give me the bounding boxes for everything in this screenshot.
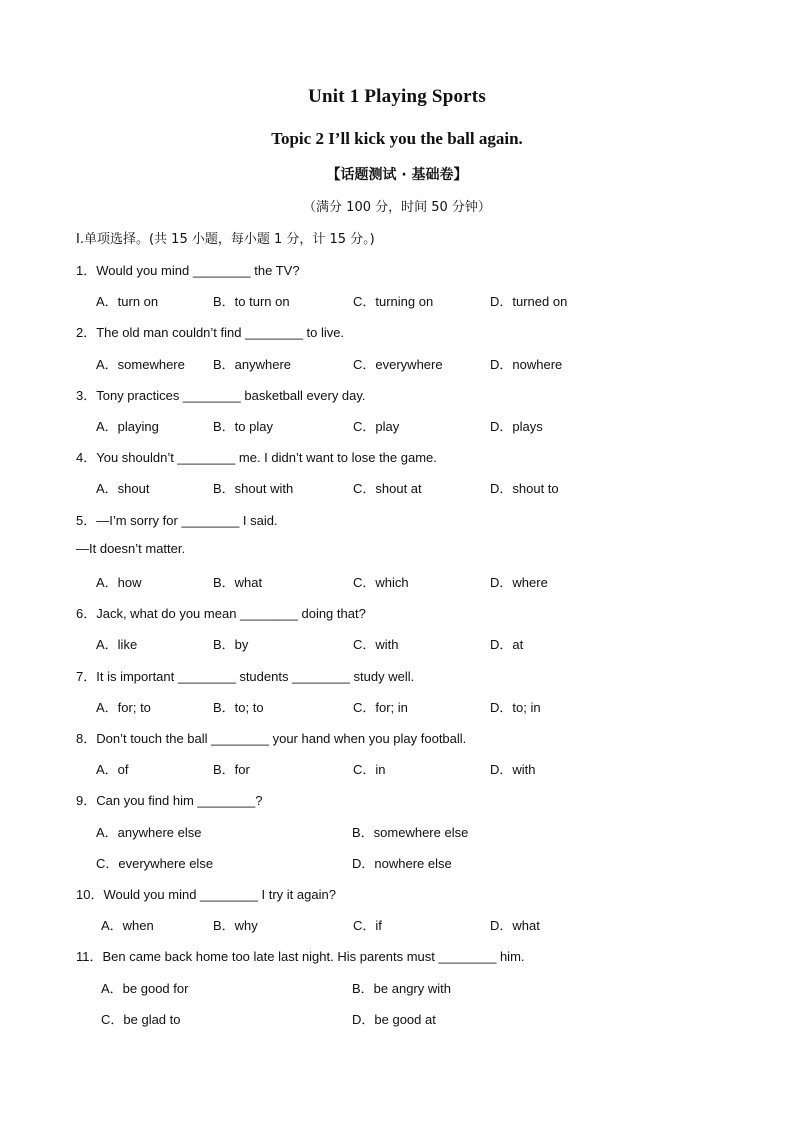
- option-d: D．at: [490, 637, 524, 652]
- question-stem: 4．You shouldn’t ________ me. I didn’t want to lose the game.: [76, 450, 437, 465]
- option-d: D．what: [490, 918, 540, 933]
- option-a: A．playing: [96, 419, 159, 434]
- option-b: B．why: [213, 918, 258, 933]
- option-d: D．plays: [490, 419, 543, 434]
- option-c: C．shout at: [353, 481, 422, 496]
- question-stem: 7．It is important ________ students ________ study well.: [76, 669, 415, 684]
- option-d: D．nowhere else: [352, 856, 452, 871]
- option-d: D．be good at: [352, 1012, 436, 1027]
- option-b: B．what: [213, 575, 263, 590]
- option-c: C．turning on: [353, 294, 434, 309]
- question-stem: 5．—I’m sorry for ________ I said.: [76, 513, 278, 528]
- question-stem: 1．Would you mind ________ the TV?: [76, 263, 300, 278]
- question-stem: 8．Don’t touch the ball ________ your hand when you play football.: [76, 731, 467, 746]
- test-type-label: 【话题测试 · 基础卷】: [326, 167, 468, 183]
- option-b: B．shout with: [213, 481, 294, 496]
- option-a: A．be good for: [101, 981, 189, 996]
- option-d: D．with: [490, 762, 536, 777]
- option-c: C．play: [353, 419, 400, 434]
- option-b: B．to play: [213, 419, 273, 434]
- question-stem: 10．Would you mind ________ I try it again?: [76, 887, 336, 902]
- option-d: D．shout to: [490, 481, 559, 496]
- option-d: D．turned on: [490, 294, 568, 309]
- option-b: B．to; to: [213, 700, 264, 715]
- option-a: A．shout: [96, 481, 150, 496]
- option-a: A．for; to: [96, 700, 151, 715]
- question-stem-reply: —It doesn’t matter.: [76, 541, 186, 556]
- option-a: A．of: [96, 762, 129, 777]
- question-stem: 11．Ben came back home too late last night. His parents must ________ him.: [76, 949, 525, 964]
- option-c: C．for; in: [353, 700, 408, 715]
- section-heading: I.单项选择。(共 15 小题，每小题 1 分，计 15 分。): [76, 232, 375, 247]
- question-stem: 9．Can you find him ________?: [76, 793, 263, 808]
- option-a: A．like: [96, 637, 138, 652]
- option-c: C．everywhere: [353, 357, 443, 372]
- option-d: D．nowhere: [490, 357, 563, 372]
- question-stem: 3．Tony practices ________ basketball every day.: [76, 388, 366, 403]
- option-b: B．by: [213, 637, 249, 652]
- option-c: C．in: [353, 762, 386, 777]
- option-a: A．anywhere else: [96, 825, 202, 840]
- score-time-note: （满分 100 分，时间 50 分钟）: [303, 200, 491, 215]
- option-b: B．to turn on: [213, 294, 290, 309]
- option-b: B．for: [213, 762, 250, 777]
- option-a: A．turn on: [96, 294, 159, 309]
- question-stem: 2．The old man couldn’t find ________ to live.: [76, 325, 345, 340]
- option-d: D．where: [490, 575, 548, 590]
- option-c: C．if: [353, 918, 382, 933]
- page-title: Unit 1 Playing Sports: [308, 86, 486, 107]
- option-b: B．be angry with: [352, 981, 451, 996]
- option-c: C．everywhere else: [96, 856, 214, 871]
- option-c: C．which: [353, 575, 409, 590]
- question-stem: 6．Jack, what do you mean ________ doing that?: [76, 606, 366, 621]
- option-b: B．anywhere: [213, 357, 292, 372]
- option-c: C．with: [353, 637, 399, 652]
- option-b: B．somewhere else: [352, 825, 469, 840]
- option-a: A．when: [101, 918, 154, 933]
- option-c: C．be glad to: [101, 1012, 181, 1027]
- option-a: A．how: [96, 575, 142, 590]
- option-d: D．to; in: [490, 700, 541, 715]
- page-subtitle: Topic 2 I’ll kick you the ball again.: [271, 129, 523, 148]
- option-a: A．somewhere: [96, 357, 185, 372]
